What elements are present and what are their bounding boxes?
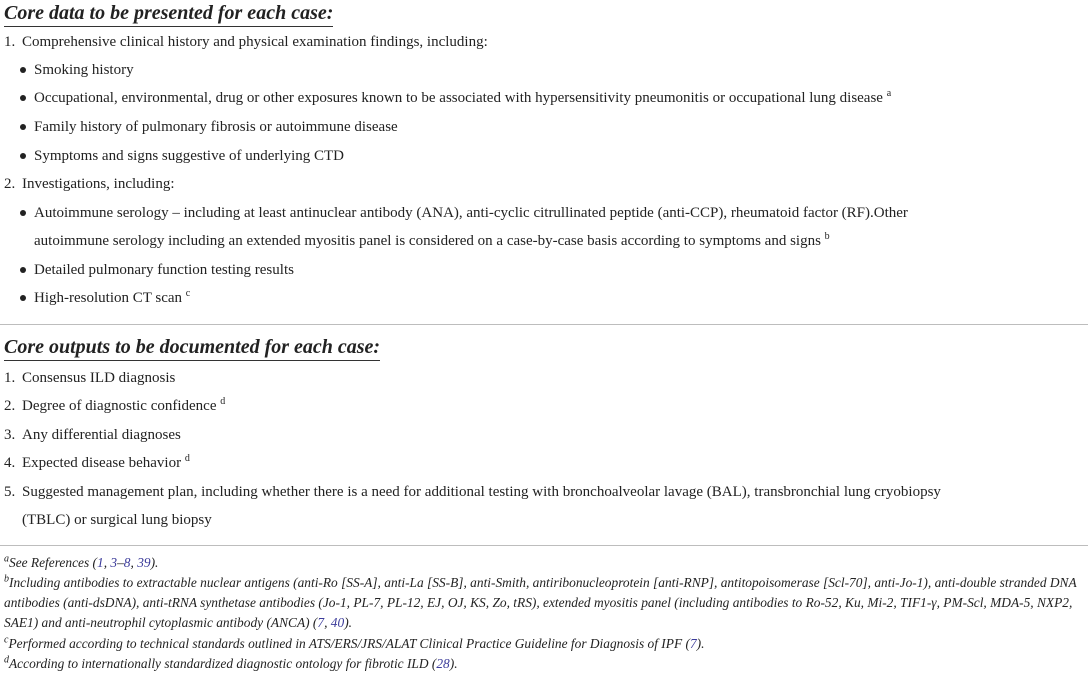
item-number: 2. bbox=[4, 176, 16, 192]
section-heading-core-outputs: Core outputs to be documented for each case: bbox=[4, 336, 380, 361]
footnote-c bbox=[4, 634, 1084, 654]
bullet-icon bbox=[20, 210, 26, 216]
footnote-mark: b bbox=[824, 231, 830, 242]
item-text: Smoking history bbox=[34, 62, 134, 78]
footnote-text: ). bbox=[449, 656, 458, 671]
footnote-text: ). bbox=[696, 636, 705, 651]
item-number: 2. bbox=[4, 398, 16, 414]
footnote-mark: d bbox=[4, 654, 9, 666]
section-divider bbox=[0, 324, 1088, 325]
item-text: Occupational, environmental, drug or other exposures known to be associated with hypersensitivity pneumonitis or occupational lung disease bbox=[34, 90, 883, 106]
item-text: Detailed pulmonary function testing results bbox=[34, 262, 294, 278]
footnote-d bbox=[4, 654, 1084, 674]
reference-link[interactable]: 1 bbox=[96, 555, 104, 570]
reference-link[interactable]: 8 bbox=[123, 555, 131, 570]
item-text: Consensus ILD diagnosis bbox=[22, 370, 176, 386]
reference-link[interactable]: 40 bbox=[330, 615, 345, 630]
footnote-mark: a bbox=[886, 88, 892, 99]
item-text: Symptoms and signs suggestive of underlying CTD bbox=[34, 148, 344, 164]
footnote-text: ). bbox=[344, 615, 352, 630]
footnote-mark: c bbox=[185, 288, 191, 299]
item-text: Any differential diagnoses bbox=[22, 427, 181, 443]
reference-link[interactable]: 7 bbox=[689, 636, 697, 651]
footnote-a bbox=[4, 553, 1084, 573]
bullet-icon bbox=[20, 267, 26, 273]
bullet-icon bbox=[20, 67, 26, 73]
list-item-continuation: (TBLC) or surgical lung biopsy bbox=[22, 512, 212, 528]
footnote-text: – bbox=[117, 555, 124, 570]
bullet-icon bbox=[20, 153, 26, 159]
item-text: Family history of pulmonary fibrosis or autoimmune disease bbox=[34, 119, 398, 135]
footnote-divider bbox=[0, 545, 1088, 546]
item-text: Autoimmune serology – including at least antinuclear antibody (ANA), anti-cyclic citrullinated peptide (anti-CCP), rheumatoid factor (RF).Other bbox=[34, 205, 908, 221]
footnote-text: , bbox=[103, 555, 111, 570]
footnote-text: See References ( bbox=[9, 555, 97, 570]
bullet-icon bbox=[20, 124, 26, 130]
item-number: 1. bbox=[4, 34, 16, 50]
reference-link[interactable]: 7 bbox=[317, 615, 325, 630]
footnote-text: , bbox=[324, 615, 331, 630]
footnote-mark: b bbox=[4, 573, 9, 585]
footnote-text: According to internationally standardized diagnostic ontology for fibrotic ILD ( bbox=[9, 656, 437, 671]
footnote-mark: d bbox=[184, 453, 190, 464]
footnote-b bbox=[4, 573, 1084, 633]
section-heading-core-data: Core data to be presented for each case: bbox=[4, 2, 333, 27]
footnote-mark: d bbox=[220, 396, 226, 407]
item-text: Expected disease behavior bbox=[22, 455, 182, 471]
footnote-text: Including antibodies to extractable nuclear antigens (anti-Ro [SS-A], anti-La [SS-B], anti-Smith, antiribonucleoprotein [anti-RNP], antitopoisomerase [Scl-70], anti-Jo-1), anti-double stranded DNA antibodies (anti-dsDNA), anti-tRNA synthetase antibodies (Jo-1, PL-7, PL-12, EJ, OJ, KS, Zo, tRS), extended myositis panel (including antibodies to Ro-52, Ku, Mi-2, TIF1-γ, PM-Scl, MDA-5, NXP2, SAE1) and anti-neutrophil cytoplasmic antibody (ANCA) ( bbox=[4, 575, 1077, 630]
item-text: Comprehensive clinical history and physical examination findings, including: bbox=[22, 34, 488, 50]
footnote-text: Performed according to technical standards outlined in ATS/ERS/JRS/ALAT Clinical Practice Guideline for Diagnosis of IPF ( bbox=[8, 636, 690, 651]
item-text: Suggested management plan, including whether there is a need for additional testing with bronchoalveolar lavage (BAL), transbronchial lung cryobiopsy bbox=[22, 484, 941, 500]
item-text: Degree of diagnostic confidence bbox=[22, 398, 217, 414]
bullet-item-continuation bbox=[34, 231, 830, 251]
footnote-mark: a bbox=[4, 553, 9, 565]
footnote-text: ). bbox=[150, 555, 159, 570]
item-number: 5. bbox=[4, 484, 16, 500]
item-number: 1. bbox=[4, 370, 16, 386]
footnote-mark: c bbox=[4, 634, 9, 646]
item-number: 4. bbox=[4, 455, 16, 471]
bullet-icon bbox=[20, 95, 26, 101]
item-text: High-resolution CT scan bbox=[34, 290, 183, 306]
item-number: 3. bbox=[4, 427, 16, 443]
item-text: Investigations, including: bbox=[22, 176, 175, 192]
bullet-icon bbox=[20, 295, 26, 301]
item-text: autoimmune serology including an extended myositis panel is considered on a case-by-case basis according to symptoms and signs bbox=[34, 233, 821, 249]
footnote-text: , bbox=[130, 555, 138, 570]
reference-link[interactable]: 3 bbox=[110, 555, 118, 570]
reference-link[interactable]: 28 bbox=[436, 656, 450, 671]
reference-link[interactable]: 39 bbox=[137, 555, 151, 570]
